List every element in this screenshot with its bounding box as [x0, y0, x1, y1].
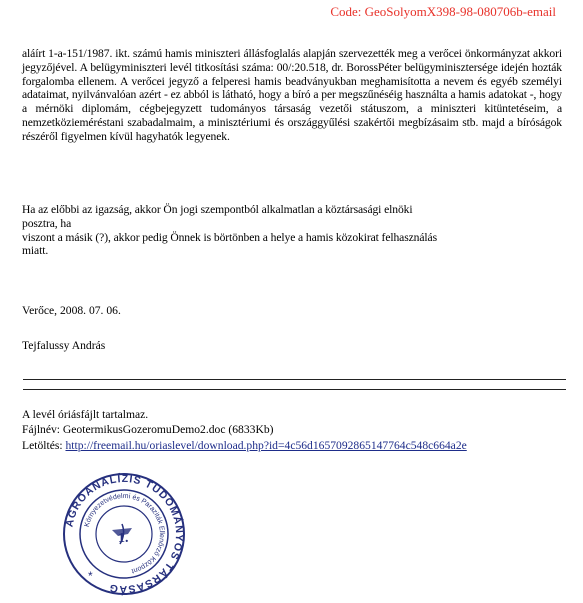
paragraph-2-line-1: Ha az előbbi az igazság, akkor Ön jogi szempontból alkalmatlan a köztársasági elnöki — [22, 203, 413, 216]
svg-text:Környezetvédelmi és Paraziták: Környezetvédelmi és Paraziták Ellenőrző Központ — [83, 492, 166, 575]
svg-text:1.: 1. — [118, 531, 129, 546]
divider-top — [23, 379, 566, 380]
paragraph-2-line-3: viszont a másik (?), akkor pedig Önnek is börtönben a helye a hamis közokirat felhasználás — [22, 230, 438, 244]
attachment-download-row — [22, 438, 467, 453]
letter-signature: Tejfalussy András — [22, 339, 106, 352]
stamp-seal-icon — [60, 470, 188, 598]
svg-text:AGROANALÍZIS TUDOMÁNYOS TÁRSAS: AGROANALÍZIS TUDOMÁNYOS TÁRSASÁG — [63, 472, 186, 596]
download-link[interactable]: http://freemail.hu/oriaslevel/download.php?id=4c56d1657092865147764c548c664a2e — [65, 439, 467, 452]
organization-stamp — [60, 470, 188, 603]
paragraph-2-line-2: posztra, ha — [22, 216, 72, 230]
filename-label: Fájlnév: — [22, 423, 60, 436]
svg-text:*: * — [88, 569, 93, 583]
letter-date: Verőce, 2008. 07. 06. — [22, 304, 121, 317]
letter-paragraph-1: aláírt 1-a-151/1987. ikt. számú hamis miniszteri állásfoglalás alapján szervezették meg a verőcei önkormányzat akkori jegyzőjével. A belügyminiszteri levél titkosítási száma: 00/:20.518, dr. BorossPéter belügyminisztersége idején hozták forgalomba ellenem. A verőcei jegyző a felperesi hamis beadványukban meghamisította a nevem és egyéb személyi adataimat, nyilvánvalóan azért - ez abból is látható, hogy a bíró a per megszűnéséig használta a hamis adatokat -, hogy a mérnöki diplomám, cégbejegyzett tudományos társaság vezetői státuszom, a miniszteri kitüntetéseim, a nemzetközieméréstani szabadalmaim, a minisztériumi és országgyűlési szakértői megbízásaim stb. majd a bíróságok részéről figyelmen kívül hagyhatók legyenek. — [22, 47, 562, 143]
letter-paragraph-2 — [22, 203, 562, 258]
attachment-filename-row — [22, 422, 273, 437]
download-label: Letöltés: — [22, 439, 63, 452]
filename-value: GeotermikusGozeromuDemo2.doc (6833Kb) — [62, 423, 274, 436]
document-code: Code: GeoSolyomX398-98-080706b-email — [330, 4, 556, 19]
paragraph-2-line-4: miatt. — [22, 244, 49, 258]
divider-bottom — [23, 389, 566, 390]
attachment-notice: A levél óriásfájlt tartalmaz. — [22, 408, 149, 421]
